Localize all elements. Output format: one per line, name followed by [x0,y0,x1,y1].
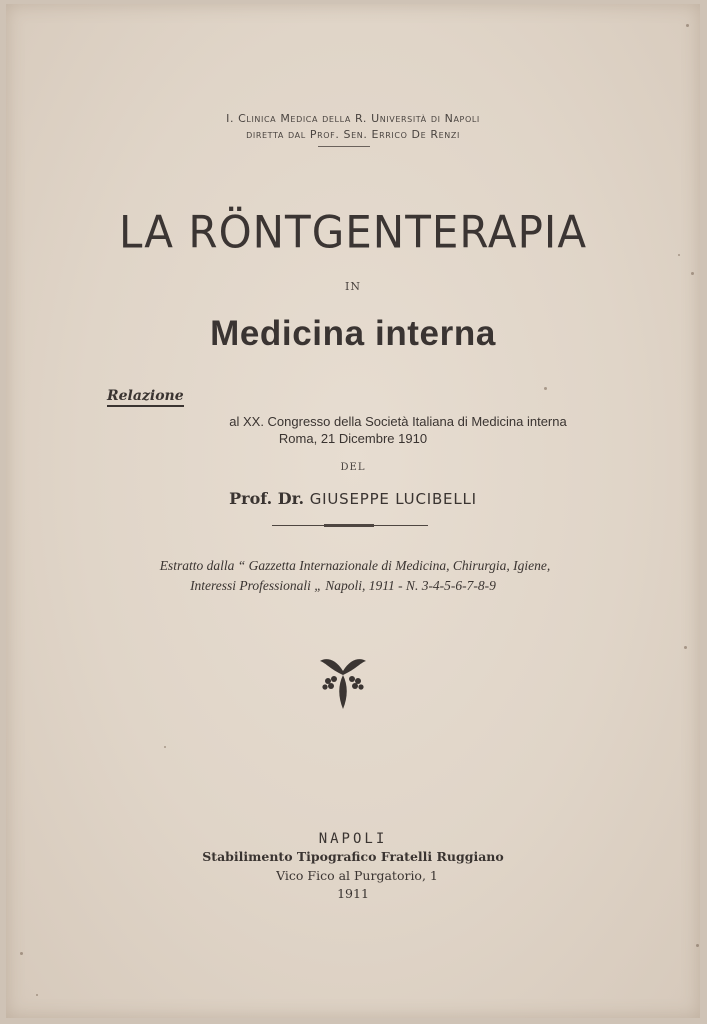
publication-year: 1911 [337,886,369,901]
foxing-spot [36,994,38,996]
institution-line-2: diretta dal Prof. Sen. Errico De Renzi [246,128,460,141]
by-label: DEL [340,462,366,473]
congress-date: Roma, 21 Dicembre 1910 [278,431,428,446]
foxing-spot [164,746,166,748]
title-connector: IN [345,280,361,293]
foxing-spot [696,944,699,947]
foxing-spot [678,254,680,256]
short-divider [318,146,370,147]
institution-line-1: I. Clinica Medica della R. Università di Napoli [226,112,480,125]
publisher-printer: Stabilimento Tipografico Fratelli Ruggiano [202,849,504,864]
main-title: LA RÖNTGENTERAPIA [118,206,588,259]
foxing-spot [686,24,689,27]
extract-line-1: Estratto dalla “ Gazzetta Internazionale di Medicina, Chirurgia, Igiene, [159,558,551,573]
foxing-spot [691,272,694,275]
extract-line-2: Interessi Professionali „ Napoli, 1911 - N. 3-4-5-6-7-8-9 [190,578,496,593]
foxing-spot [684,646,687,649]
author-name: GIUSEPPE LUCIBELLI [309,490,477,508]
publisher-city: NAPOLI [318,831,388,847]
subtitle: Medicina interna [210,314,496,353]
congress-line: al XX. Congresso della Società Italiana di Medicina interna [229,414,567,429]
author-prefix: Prof. Dr. [229,489,305,508]
foxing-spot [544,387,547,390]
foxing-spot [20,952,23,955]
publisher-address: Vico Fico al Purgatorio, 1 [276,868,438,883]
author-line [6,489,700,508]
ornamental-rule [272,525,428,526]
report-label: Relazione [107,388,184,407]
book-cover [6,4,700,1018]
leaf-ornament-icon [318,655,368,711]
